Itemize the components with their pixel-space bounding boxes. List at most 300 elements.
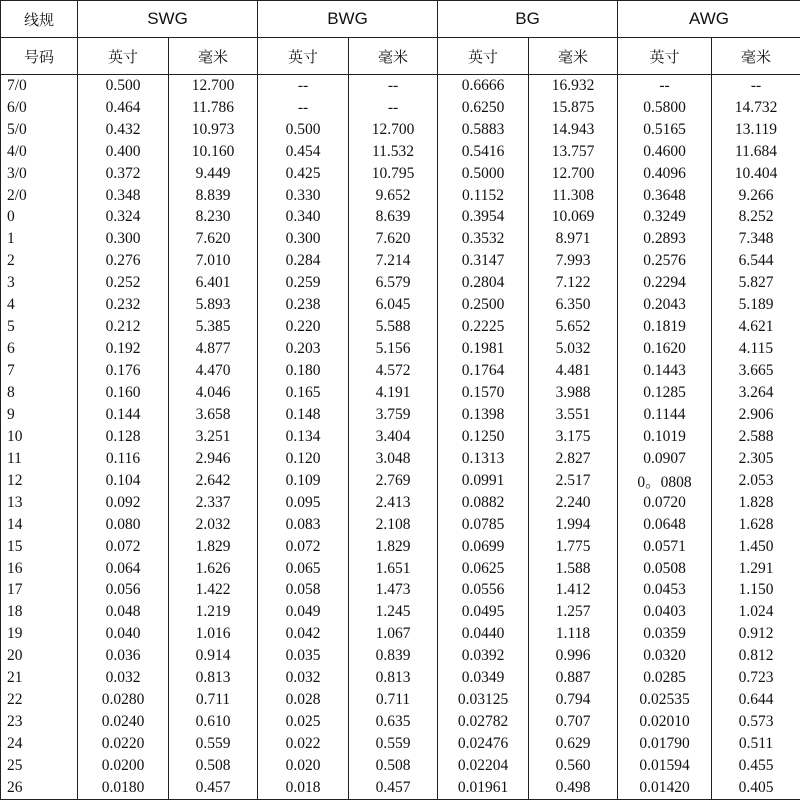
cell-bwg-mm: 9.652 [349,185,438,207]
cell-swg-mm: 0.559 [169,733,258,755]
cell-bg-inch: 0.02782 [438,711,529,733]
cell-swg-mm: 0.610 [169,711,258,733]
gauge-number-cell: 7/0 [1,75,78,97]
cell-swg-mm: 0.813 [169,667,258,689]
cell-swg-mm: 11.786 [169,97,258,119]
cell-swg-mm: 6.401 [169,272,258,294]
cell-awg-mm: 8.252 [712,207,800,229]
cell-swg-inch: 0.324 [78,207,169,229]
cell-awg-inch: 0.0285 [618,667,712,689]
cell-bg-inch: 0.6250 [438,97,529,119]
gauge-number-cell: 18 [1,601,78,623]
cell-bg-inch: 0.5416 [438,141,529,163]
cell-bg-mm: 10.069 [529,207,618,229]
cell-bg-mm: 0.707 [529,711,618,733]
cell-bg-inch: 0.1152 [438,185,529,207]
table-row [1,404,800,426]
cell-swg-inch: 0.092 [78,492,169,514]
cell-bg-mm: 5.652 [529,316,618,338]
gauge-number-cell: 2/0 [1,185,78,207]
cell-bwg-inch: -- [258,75,349,97]
cell-swg-mm: 4.470 [169,360,258,382]
cell-awg-inch: 0.4600 [618,141,712,163]
gauge-number-cell: 6/0 [1,97,78,119]
gauge-number-cell: 11 [1,448,78,470]
cell-bg-mm: 14.943 [529,119,618,141]
gauge-number-cell: 24 [1,733,78,755]
table-row [1,382,800,404]
cell-swg-mm: 1.219 [169,601,258,623]
cell-bg-inch: 0.0785 [438,514,529,536]
table-row [1,711,800,733]
cell-bwg-inch: 0.148 [258,404,349,426]
gauge-number-cell: 9 [1,404,78,426]
table-row [1,163,800,185]
cell-swg-mm: 1.422 [169,580,258,602]
unit-header-inch: 英寸 [438,38,529,75]
gauge-number-cell: 4 [1,294,78,316]
cell-awg-mm: 6.544 [712,250,800,272]
cell-awg-mm: 4.621 [712,316,800,338]
cell-awg-inch: 0.0359 [618,623,712,645]
cell-swg-inch: 0.056 [78,580,169,602]
cell-awg-inch: 0.0320 [618,645,712,667]
cell-swg-mm: 0.508 [169,755,258,777]
cell-awg-mm: 1.150 [712,580,800,602]
cell-bg-inch: 0.0440 [438,623,529,645]
cell-swg-mm: 5.385 [169,316,258,338]
table-row [1,470,800,492]
cell-bg-mm: 3.988 [529,382,618,404]
cell-bwg-mm: 10.795 [349,163,438,185]
cell-awg-mm: 3.264 [712,382,800,404]
cell-swg-mm: 8.230 [169,207,258,229]
cell-bg-mm: 0.498 [529,777,618,800]
cell-awg-mm: 0.644 [712,689,800,711]
cell-bg-inch: 0.02204 [438,755,529,777]
gauge-number-cell: 6 [1,338,78,360]
cell-bwg-inch: 0.284 [258,250,349,272]
cell-bg-inch: 0.6666 [438,75,529,97]
cell-swg-inch: 0.464 [78,97,169,119]
cell-swg-mm: 2.946 [169,448,258,470]
cell-bwg-inch: 0.300 [258,228,349,250]
cell-awg-mm: 1.291 [712,558,800,580]
cell-awg-mm: 14.732 [712,97,800,119]
cell-awg-mm: 3.665 [712,360,800,382]
table-row [1,316,800,338]
table-row [1,272,800,294]
table-row [1,667,800,689]
cell-awg-inch: 0.0648 [618,514,712,536]
cell-bwg-mm: 2.108 [349,514,438,536]
cell-awg-inch: 0.0508 [618,558,712,580]
cell-bg-mm: 0.996 [529,645,618,667]
cell-bwg-inch: 0.134 [258,426,349,448]
gauge-label-bottom: 号码 [1,38,78,75]
cell-bwg-mm: 1.473 [349,580,438,602]
cell-bwg-mm: 6.045 [349,294,438,316]
cell-bg-mm: 1.775 [529,536,618,558]
unit-header-mm: 毫米 [349,38,438,75]
table-row [1,228,800,250]
cell-bg-inch: 0.2804 [438,272,529,294]
cell-swg-mm: 4.046 [169,382,258,404]
cell-bwg-inch: 0.065 [258,558,349,580]
standard-header-awg: AWG [618,1,800,38]
cell-bwg-inch: 0.454 [258,141,349,163]
cell-awg-mm: 5.827 [712,272,800,294]
cell-awg-inch: -- [618,75,712,97]
cell-awg-inch: 0.1285 [618,382,712,404]
cell-bg-mm: 0.794 [529,689,618,711]
cell-swg-inch: 0.0220 [78,733,169,755]
cell-awg-inch: 0.0907 [618,448,712,470]
cell-swg-inch: 0.176 [78,360,169,382]
cell-awg-inch: 0。0808 [618,470,712,492]
cell-bwg-mm: 1.651 [349,558,438,580]
cell-awg-mm: 0.455 [712,755,800,777]
cell-bg-mm: 2.240 [529,492,618,514]
cell-bg-inch: 0.1764 [438,360,529,382]
cell-awg-inch: 0.0403 [618,601,712,623]
gauge-number-cell: 2 [1,250,78,272]
cell-awg-inch: 0.0720 [618,492,712,514]
cell-swg-mm: 1.626 [169,558,258,580]
cell-swg-inch: 0.432 [78,119,169,141]
cell-swg-inch: 0.036 [78,645,169,667]
cell-bg-inch: 0.0625 [438,558,529,580]
cell-awg-inch: 0.01594 [618,755,712,777]
cell-awg-inch: 0.1620 [618,338,712,360]
cell-bg-inch: 0.0392 [438,645,529,667]
cell-swg-inch: 0.104 [78,470,169,492]
cell-bwg-mm: 8.639 [349,207,438,229]
cell-awg-mm: 11.684 [712,141,800,163]
cell-swg-mm: 3.658 [169,404,258,426]
cell-bg-inch: 0.2225 [438,316,529,338]
cell-bwg-inch: 0.425 [258,163,349,185]
cell-swg-mm: 3.251 [169,426,258,448]
cell-bwg-mm: 1.067 [349,623,438,645]
cell-awg-mm: 0.812 [712,645,800,667]
cell-bwg-inch: 0.165 [258,382,349,404]
cell-awg-mm: 7.348 [712,228,800,250]
cell-bg-mm: 6.350 [529,294,618,316]
cell-bwg-inch: 0.238 [258,294,349,316]
cell-bwg-mm: 11.532 [349,141,438,163]
cell-swg-inch: 0.0200 [78,755,169,777]
cell-awg-mm: 1.024 [712,601,800,623]
cell-bwg-inch: 0.109 [258,470,349,492]
cell-bg-inch: 0.1570 [438,382,529,404]
table-row [1,623,800,645]
cell-swg-mm: 0.457 [169,777,258,800]
cell-bwg-mm: 0.457 [349,777,438,800]
table-row [1,338,800,360]
table-row [1,755,800,777]
table-row [1,75,800,97]
cell-bwg-inch: 0.028 [258,689,349,711]
cell-bg-mm: 0.887 [529,667,618,689]
cell-bg-inch: 0.1250 [438,426,529,448]
cell-swg-inch: 0.080 [78,514,169,536]
gauge-number-cell: 5/0 [1,119,78,141]
cell-bwg-mm: 3.404 [349,426,438,448]
cell-awg-mm: 2.053 [712,470,800,492]
table-row [1,207,800,229]
cell-bwg-mm: 7.214 [349,250,438,272]
cell-swg-mm: 8.839 [169,185,258,207]
cell-awg-inch: 0.2576 [618,250,712,272]
cell-bg-mm: 1.412 [529,580,618,602]
cell-bg-inch: 0.1981 [438,338,529,360]
cell-swg-inch: 0.232 [78,294,169,316]
cell-awg-mm: 1.828 [712,492,800,514]
cell-swg-inch: 0.0240 [78,711,169,733]
cell-awg-inch: 0.1019 [618,426,712,448]
header-row-units [1,38,800,75]
cell-awg-mm: 0.573 [712,711,800,733]
table-row [1,536,800,558]
cell-bg-mm: 1.118 [529,623,618,645]
cell-bg-mm: 7.993 [529,250,618,272]
cell-awg-inch: 0.02010 [618,711,712,733]
gauge-number-cell: 3/0 [1,163,78,185]
cell-bg-mm: 16.932 [529,75,618,97]
cell-awg-mm: 2.588 [712,426,800,448]
cell-awg-inch: 0.2893 [618,228,712,250]
cell-swg-mm: 5.893 [169,294,258,316]
cell-swg-mm: 9.449 [169,163,258,185]
cell-swg-inch: 0.160 [78,382,169,404]
gauge-number-cell: 8 [1,382,78,404]
table-row [1,733,800,755]
cell-bwg-mm: 2.769 [349,470,438,492]
cell-bg-inch: 0.2500 [438,294,529,316]
cell-awg-inch: 0.01420 [618,777,712,800]
cell-bg-mm: 8.971 [529,228,618,250]
cell-bwg-mm: 0.813 [349,667,438,689]
cell-bwg-mm: -- [349,75,438,97]
cell-bwg-mm: 1.245 [349,601,438,623]
gauge-label-top: 线规 [1,1,78,38]
cell-awg-mm: 9.266 [712,185,800,207]
cell-bg-mm: 7.122 [529,272,618,294]
gauge-number-cell: 19 [1,623,78,645]
cell-awg-inch: 0.01790 [618,733,712,755]
cell-bwg-inch: 0.058 [258,580,349,602]
table-row [1,119,800,141]
table-row [1,492,800,514]
cell-swg-mm: 0.711 [169,689,258,711]
cell-swg-inch: 0.116 [78,448,169,470]
unit-header-inch: 英寸 [258,38,349,75]
table-row [1,448,800,470]
cell-awg-inch: 0.02535 [618,689,712,711]
cell-bwg-inch: 0.020 [258,755,349,777]
gauge-number-cell: 21 [1,667,78,689]
cell-swg-inch: 0.048 [78,601,169,623]
cell-awg-mm: 1.450 [712,536,800,558]
gauge-number-cell: 25 [1,755,78,777]
cell-swg-inch: 0.064 [78,558,169,580]
table-row [1,426,800,448]
cell-bg-mm: 1.994 [529,514,618,536]
cell-swg-inch: 0.300 [78,228,169,250]
gauge-number-cell: 26 [1,777,78,800]
cell-awg-inch: 0.5165 [618,119,712,141]
cell-bwg-inch: 0.083 [258,514,349,536]
cell-bg-mm: 2.827 [529,448,618,470]
cell-swg-inch: 0.276 [78,250,169,272]
cell-bwg-inch: 0.042 [258,623,349,645]
gauge-number-cell: 12 [1,470,78,492]
table-body [1,75,800,800]
cell-bg-mm: 11.308 [529,185,618,207]
cell-bg-inch: 0.02476 [438,733,529,755]
gauge-number-cell: 7 [1,360,78,382]
cell-awg-mm: 0.511 [712,733,800,755]
cell-swg-mm: 2.642 [169,470,258,492]
cell-bg-inch: 0.0556 [438,580,529,602]
cell-swg-inch: 0.192 [78,338,169,360]
cell-bg-inch: 0.5000 [438,163,529,185]
cell-swg-inch: 0.144 [78,404,169,426]
cell-awg-mm: 5.189 [712,294,800,316]
unit-header-mm: 毫米 [529,38,618,75]
cell-awg-inch: 0.3648 [618,185,712,207]
cell-bg-inch: 0.1398 [438,404,529,426]
header-row-standards [1,1,800,38]
standard-header-swg: SWG [78,1,258,38]
cell-bwg-mm: 1.829 [349,536,438,558]
cell-swg-mm: 10.973 [169,119,258,141]
cell-bwg-inch: 0.500 [258,119,349,141]
table-row [1,601,800,623]
cell-awg-mm: 13.119 [712,119,800,141]
cell-swg-inch: 0.348 [78,185,169,207]
cell-awg-inch: 0.1819 [618,316,712,338]
cell-bg-mm: 12.700 [529,163,618,185]
gauge-number-cell: 16 [1,558,78,580]
cell-swg-mm: 7.010 [169,250,258,272]
cell-awg-inch: 0.2294 [618,272,712,294]
cell-bg-mm: 0.629 [529,733,618,755]
cell-bwg-mm: 5.156 [349,338,438,360]
cell-bwg-mm: 0.711 [349,689,438,711]
cell-bg-inch: 0.0882 [438,492,529,514]
cell-bwg-inch: 0.330 [258,185,349,207]
cell-swg-mm: 12.700 [169,75,258,97]
cell-bg-mm: 3.175 [529,426,618,448]
cell-bwg-mm: 3.759 [349,404,438,426]
cell-bg-mm: 5.032 [529,338,618,360]
table-row [1,360,800,382]
cell-bwg-inch: 0.120 [258,448,349,470]
unit-header-inch: 英寸 [618,38,712,75]
cell-bwg-inch: 0.049 [258,601,349,623]
cell-bg-inch: 0.0349 [438,667,529,689]
cell-bg-mm: 1.257 [529,601,618,623]
gauge-number-cell: 20 [1,645,78,667]
gauge-number-cell: 23 [1,711,78,733]
gauge-number-cell: 4/0 [1,141,78,163]
cell-swg-mm: 2.337 [169,492,258,514]
gauge-number-cell: 5 [1,316,78,338]
cell-bwg-mm: 7.620 [349,228,438,250]
cell-awg-mm: 10.404 [712,163,800,185]
cell-bwg-mm: 6.579 [349,272,438,294]
cell-awg-mm: 2.906 [712,404,800,426]
gauge-number-cell: 22 [1,689,78,711]
table-row [1,294,800,316]
cell-bwg-mm: 0.508 [349,755,438,777]
cell-bwg-mm: 12.700 [349,119,438,141]
cell-swg-inch: 0.400 [78,141,169,163]
gauge-number-cell: 10 [1,426,78,448]
cell-bwg-mm: 2.413 [349,492,438,514]
gauge-number-cell: 15 [1,536,78,558]
cell-awg-mm: 1.628 [712,514,800,536]
cell-swg-mm: 7.620 [169,228,258,250]
cell-bwg-mm: -- [349,97,438,119]
cell-awg-inch: 0.3249 [618,207,712,229]
cell-bwg-inch: 0.035 [258,645,349,667]
cell-awg-inch: 0.2043 [618,294,712,316]
cell-bwg-mm: 0.839 [349,645,438,667]
cell-swg-mm: 2.032 [169,514,258,536]
cell-awg-inch: 0.4096 [618,163,712,185]
cell-bwg-inch: 0.259 [258,272,349,294]
cell-bwg-inch: 0.095 [258,492,349,514]
table-row [1,97,800,119]
cell-swg-inch: 0.040 [78,623,169,645]
gauge-number-cell: 17 [1,580,78,602]
cell-swg-inch: 0.032 [78,667,169,689]
gauge-number-cell: 1 [1,228,78,250]
table-row [1,250,800,272]
unit-header-mm: 毫米 [712,38,800,75]
cell-bwg-mm: 0.559 [349,733,438,755]
cell-swg-inch: 0.212 [78,316,169,338]
cell-bg-inch: 0.3954 [438,207,529,229]
cell-swg-mm: 1.016 [169,623,258,645]
cell-bwg-inch: 0.220 [258,316,349,338]
cell-bg-mm: 3.551 [529,404,618,426]
cell-swg-mm: 1.829 [169,536,258,558]
cell-bwg-inch: 0.340 [258,207,349,229]
table-row [1,558,800,580]
cell-bg-inch: 0.0991 [438,470,529,492]
cell-bwg-inch: 0.025 [258,711,349,733]
cell-bg-inch: 0.5883 [438,119,529,141]
cell-bg-mm: 2.517 [529,470,618,492]
cell-swg-inch: 0.128 [78,426,169,448]
cell-bwg-mm: 3.048 [349,448,438,470]
cell-bg-inch: 0.3532 [438,228,529,250]
table-row [1,514,800,536]
table-row [1,580,800,602]
cell-bg-inch: 0.1313 [438,448,529,470]
cell-bg-mm: 15.875 [529,97,618,119]
table-row [1,777,800,800]
cell-bwg-inch: 0.018 [258,777,349,800]
cell-swg-inch: 0.252 [78,272,169,294]
cell-bg-mm: 0.560 [529,755,618,777]
cell-bwg-inch: 0.022 [258,733,349,755]
cell-awg-mm: 0.723 [712,667,800,689]
